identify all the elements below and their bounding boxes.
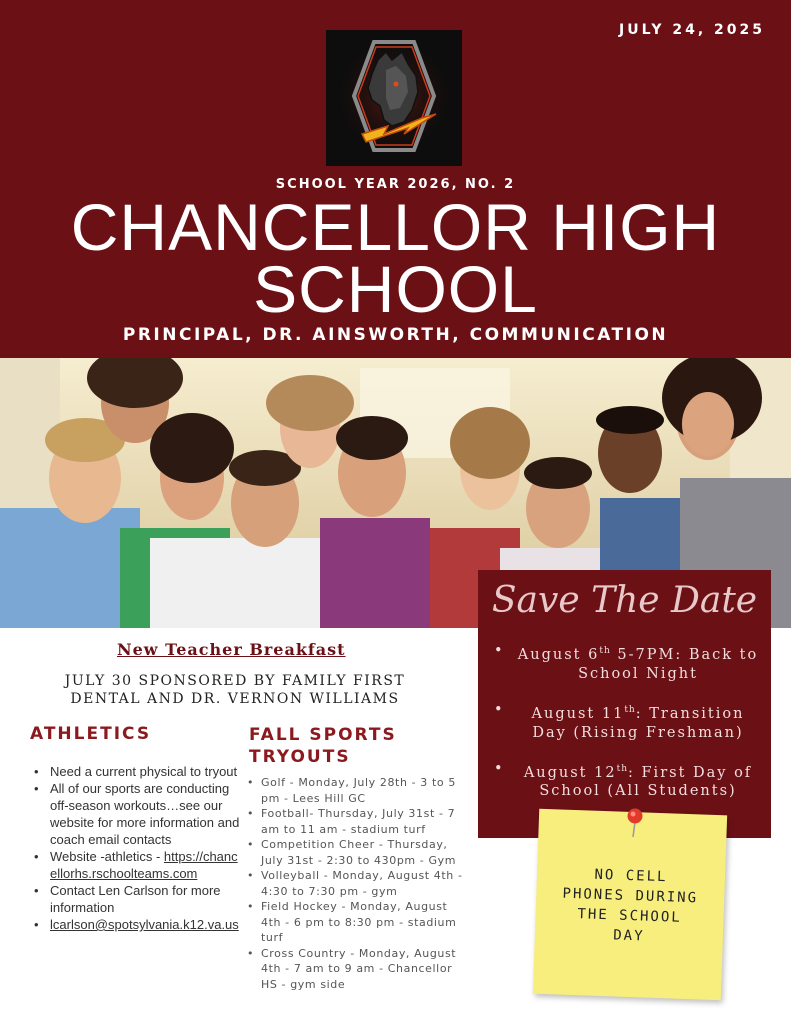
note-line: THE SCHOOL xyxy=(577,906,682,926)
issue-label: SCHOOL YEAR 2026, NO. 2 xyxy=(275,177,516,192)
note-line: NO CELL xyxy=(594,866,668,886)
newsletter-date: JULY 24, 2025 xyxy=(619,22,765,38)
athletics-list xyxy=(32,763,242,933)
school-title-line1: CHANCELLOR HIGH xyxy=(70,190,721,264)
save-the-date-title: Save The Date xyxy=(491,580,758,621)
list-item: • Field Hockey - Monday, August 4th - 6 pm to 8:30 pm - stadium turf xyxy=(245,899,467,946)
fall-sports-tryouts-heading: FALL SPORTS TRYOUTS xyxy=(249,725,397,767)
event-date: August 6 xyxy=(517,646,600,663)
new-teacher-breakfast-body xyxy=(30,672,440,708)
date-suffix: th xyxy=(616,763,628,774)
list-item: • Volleyball - Monday, August 4th - 4:30 to 7:30 pm - gym xyxy=(245,868,467,899)
list-item xyxy=(32,848,242,882)
list-item xyxy=(494,701,764,743)
list-item: • Need a current physical to tryout xyxy=(32,763,242,780)
header-banner xyxy=(0,0,791,358)
website-prefix: Website -athletics - xyxy=(50,849,164,864)
list-item: • Golf - Monday, July 28th - 3 to 5 pm - Lees Hill GC xyxy=(245,775,467,806)
note-line: DAY xyxy=(612,927,645,945)
event-date: August 12 xyxy=(523,764,617,781)
list-item: • Football- Thursday, July 31st - 7 am to 11 am - stadium turf xyxy=(245,806,467,837)
fall-sports-list xyxy=(245,775,467,992)
new-teacher-breakfast-heading: New Teacher Breakfast xyxy=(117,640,346,659)
date-suffix: th xyxy=(624,704,636,715)
list-item xyxy=(494,760,764,802)
breakfast-line-1: JULY 30 SPONSORED BY FAMILY FIRST xyxy=(64,673,406,689)
push-pin-icon xyxy=(626,808,644,838)
list-item xyxy=(494,642,764,684)
school-title xyxy=(0,190,791,326)
event-description: : Transition Day (Rising Freshman) xyxy=(532,705,745,741)
note-line: PHONES DURING xyxy=(562,885,699,907)
contact-email-link[interactable]: lcarlson@spotsylvania.k12.va.us xyxy=(50,917,239,932)
athletics-heading: ATHLETICS xyxy=(30,724,152,744)
athletics-website-link[interactable]: https://chancellorhs.rschoolteams.com xyxy=(50,849,238,881)
mustang-lightning-logo-icon xyxy=(326,30,462,166)
sticky-note-text xyxy=(543,863,718,949)
list-item: • All of our sports are conducting off-season workouts…see our website for more information and coach email contacts xyxy=(32,780,242,848)
save-the-date-panel xyxy=(478,570,771,838)
principal-subtitle: PRINCIPAL, DR. AINSWORTH, COMMUNICATION xyxy=(122,325,669,345)
school-title-line2: SCHOOL xyxy=(253,252,538,326)
date-suffix: th xyxy=(599,646,611,656)
event-date: August 11 xyxy=(531,705,625,722)
event-description: 5-7PM: Back to School Night xyxy=(578,646,759,682)
breakfast-line-2: DENTAL AND DR. VERNON WILLIAMS xyxy=(70,691,400,707)
list-item: • Cross Country - Monday, August 4th - 7 am to 9 am - Chancellor HS - gym side xyxy=(245,946,467,993)
list-item: • Contact Len Carlson for more information xyxy=(32,882,242,916)
save-the-date-list xyxy=(494,642,764,818)
list-item: • Competition Cheer - Thursday, July 31st - 2:30 to 430pm - Gym xyxy=(245,837,467,868)
list-item xyxy=(32,916,242,933)
event-description: : First Day of School (All Students) xyxy=(539,764,753,800)
